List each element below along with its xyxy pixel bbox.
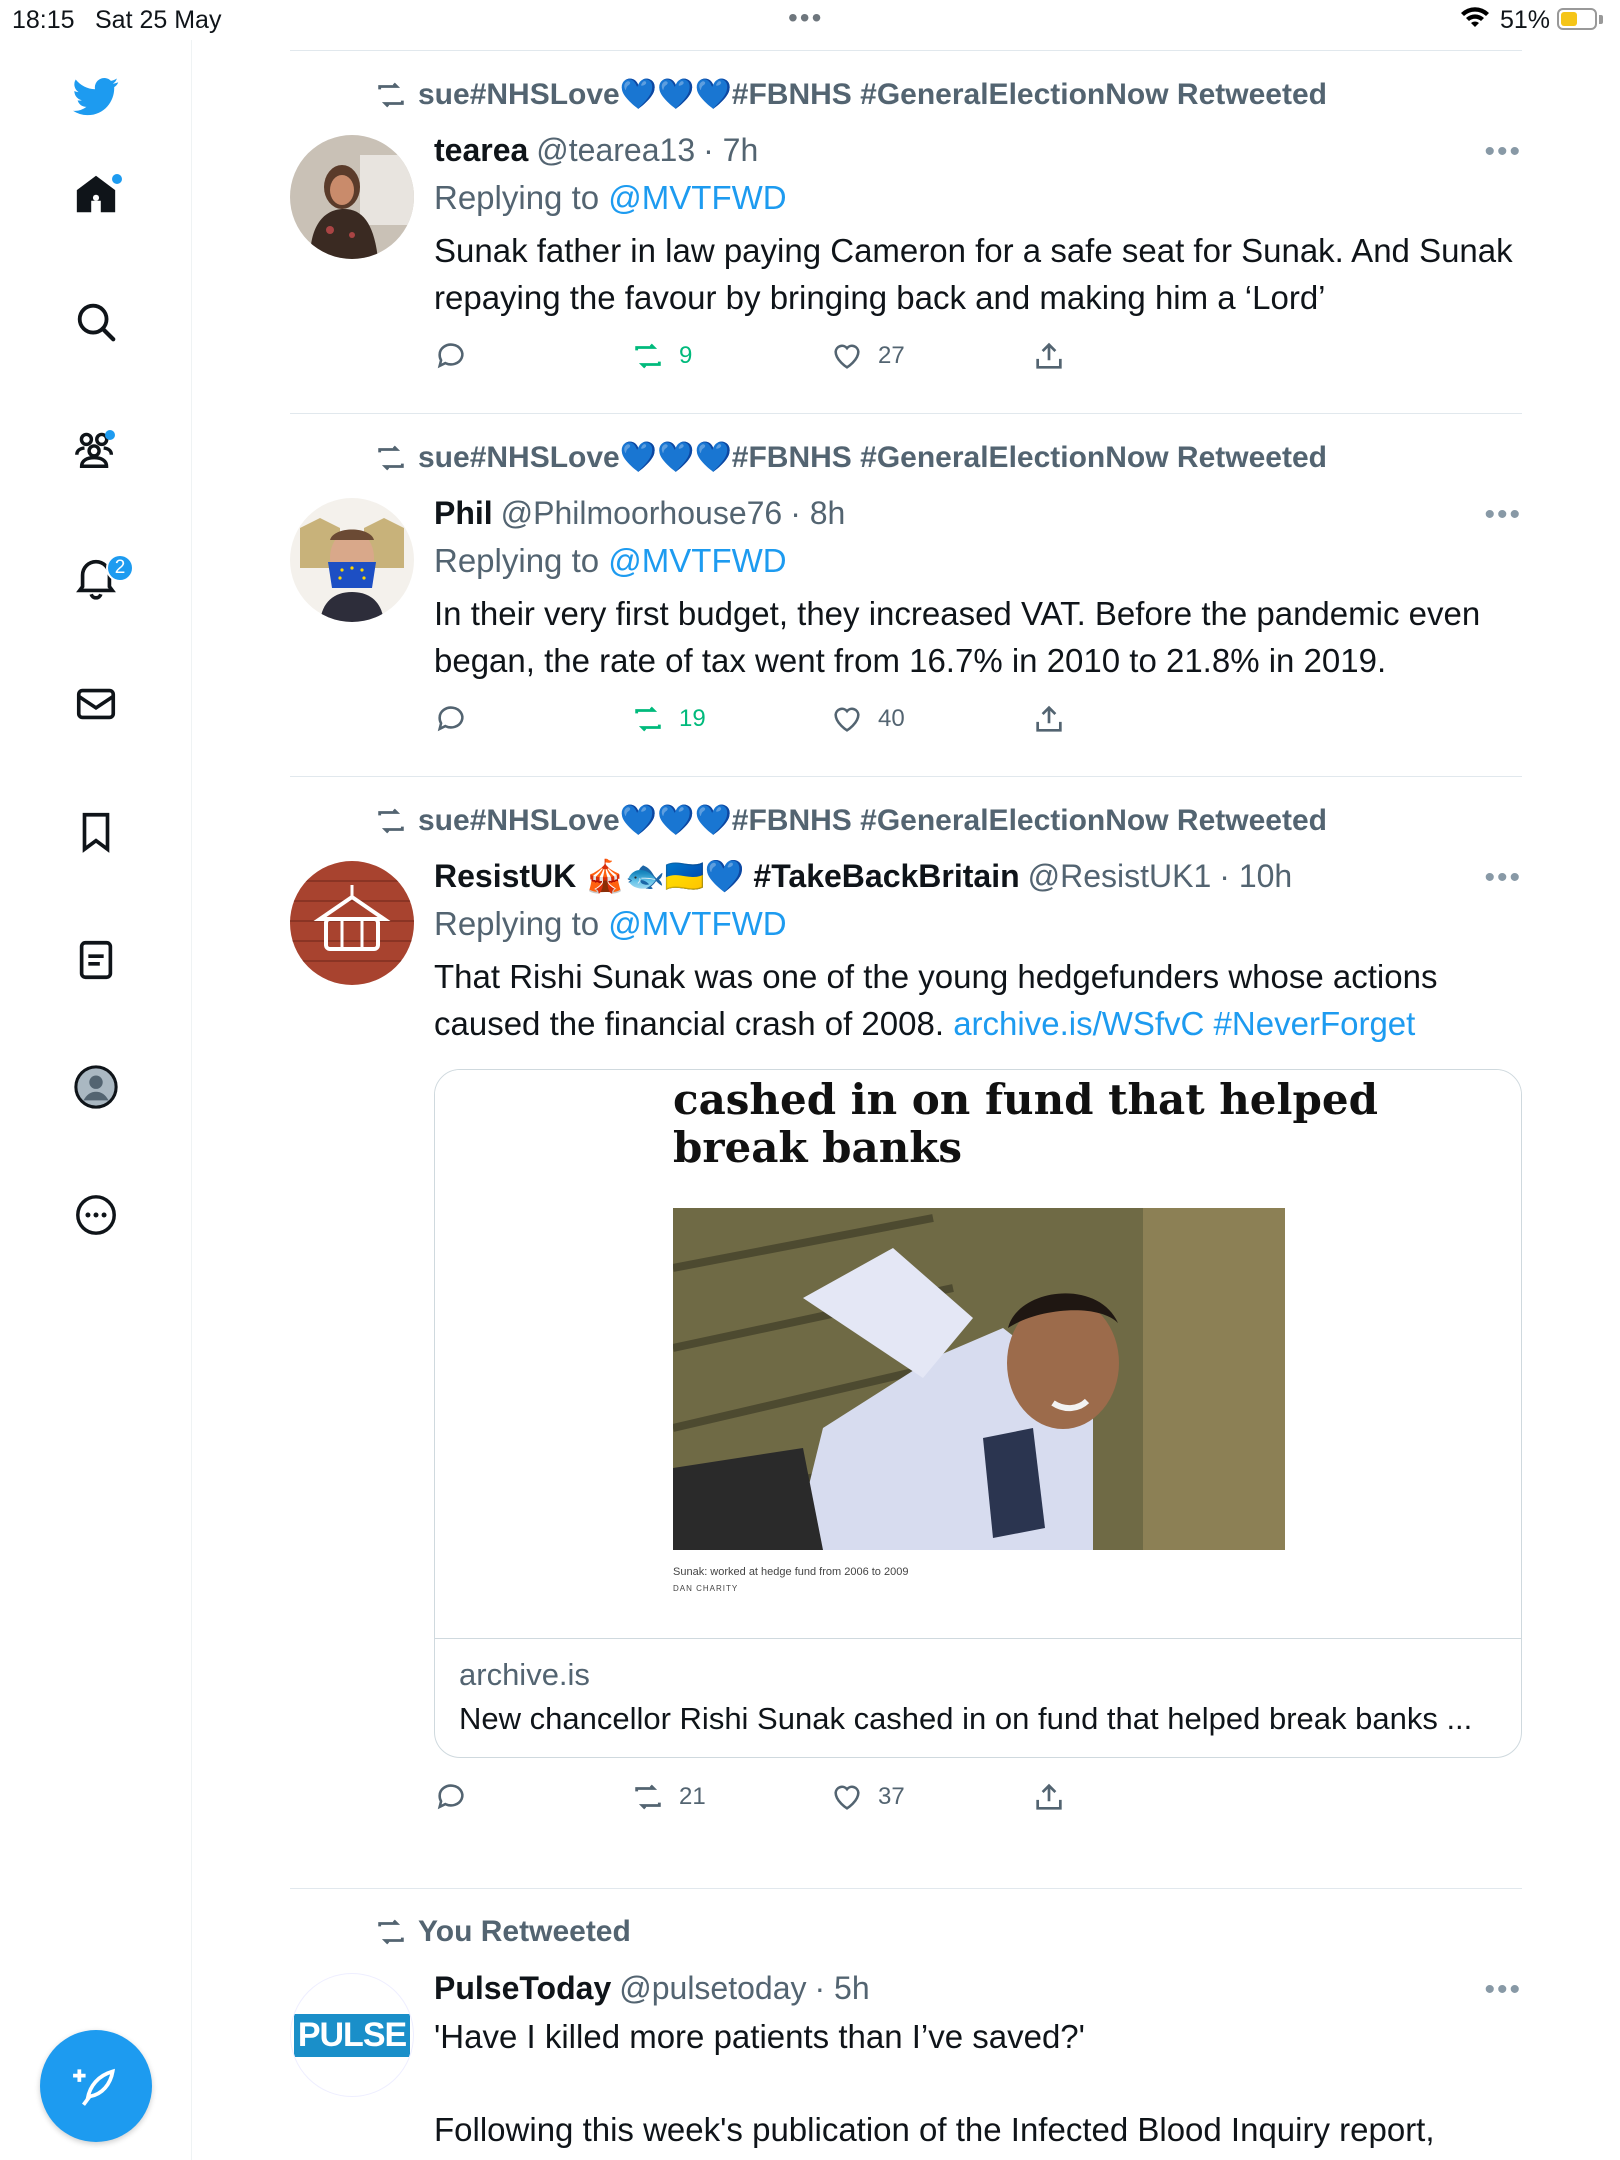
share-icon [1032, 702, 1066, 736]
retweet-context [374, 803, 1327, 838]
heart-icon [830, 339, 864, 373]
lists-icon[interactable] [70, 934, 122, 986]
card-domain: archive.is [459, 1657, 590, 1692]
battery-fill [1561, 12, 1577, 26]
tweet-more-icon[interactable]: ••• [1484, 498, 1522, 531]
tweet-actions [434, 339, 1522, 389]
tweet-more-icon[interactable]: ••• [1484, 861, 1522, 894]
retweet-count: 19 [679, 705, 706, 732]
heart-icon [830, 1780, 864, 1814]
reply-button[interactable] [434, 339, 468, 373]
tweet-text: Sunak father in law paying Cameron for a safe seat for Sunak. And Sunak repaying the favour by bringing back and making him a ‘Lord’ [434, 232, 1513, 316]
tweet-content [434, 492, 1522, 752]
heart-icon [830, 702, 864, 736]
communities-icon[interactable] [70, 423, 122, 475]
retweet-button[interactable] [631, 1780, 706, 1814]
like-count: 37 [878, 1783, 905, 1810]
tweet[interactable] [290, 50, 1522, 413]
user-handle[interactable]: @tearea13 [536, 131, 696, 168]
wifi-icon [1460, 6, 1490, 37]
retweet-icon [631, 339, 665, 373]
card-photo [673, 1208, 1285, 1550]
retweet-icon [631, 1780, 665, 1814]
status-date: Sat 25 May [95, 6, 222, 34]
retweet-icon [374, 78, 408, 112]
battery-percent: 51% [1500, 6, 1551, 34]
tweet-links[interactable]: archive.is/WSfvC #NeverForget [953, 1005, 1416, 1042]
retweet-button[interactable] [631, 339, 692, 373]
tweet-text-body: That Rishi Sunak was one of the young hedgefunders whose actions caused the financial crash of 2008. [434, 958, 1438, 1042]
avatar[interactable] [290, 498, 414, 622]
card-photo-credit: DAN CHARITY [673, 1584, 739, 1593]
search-icon[interactable] [70, 296, 122, 348]
profile-icon[interactable] [70, 1061, 122, 1113]
avatar[interactable] [290, 1973, 414, 2097]
sidebar [0, 40, 192, 2160]
retweet-context [374, 1915, 631, 1949]
status-bar [0, 0, 1620, 40]
retweet-count: 21 [679, 1783, 706, 1810]
tweet-time[interactable]: · 5h [814, 1969, 870, 2006]
tweet-content [434, 855, 1522, 1830]
display-name[interactable]: PulseToday [434, 1969, 612, 2006]
replying-label: Replying to [434, 179, 600, 216]
retweet-context [374, 440, 1327, 475]
tweet-more-icon[interactable]: ••• [1484, 1973, 1522, 2006]
tweet-text: In their very first budget, they increased VAT. Before the pandemic even began, the rate of tax went from 16.7% in 2010 to 21.8% in 2019. [434, 595, 1481, 679]
tweet-text [434, 953, 1522, 1047]
home-notification-dot [112, 174, 122, 184]
tweet-header [434, 129, 1522, 171]
battery-tip [1599, 15, 1603, 24]
retweeted-by[interactable]: You Retweeted [418, 1915, 631, 1948]
tweet-actions [434, 1780, 1522, 1830]
replying-to [434, 542, 1522, 580]
user-handle[interactable]: @pulsetoday [619, 1969, 807, 2006]
messages-icon[interactable] [70, 678, 122, 730]
card-media [435, 1070, 1521, 1638]
compose-tweet-icon [71, 2061, 121, 2111]
retweet-count: 9 [679, 342, 693, 369]
share-button[interactable] [1032, 1780, 1066, 1814]
link-card[interactable] [434, 1069, 1522, 1758]
tweet-actions [434, 702, 1522, 752]
share-button[interactable] [1032, 702, 1066, 736]
replying-to-handle[interactable]: @MVTFWD [608, 179, 787, 216]
replying-label: Replying to [434, 905, 600, 942]
notifications-badge: 2 [106, 554, 134, 582]
tweet-time[interactable]: · 8h [790, 494, 846, 531]
display-name[interactable]: ResistUK 🎪🐟🇺🇦💙 #TakeBackBritain [434, 858, 1020, 894]
tweet-more-icon[interactable]: ••• [1484, 135, 1522, 168]
tweet[interactable] [290, 776, 1522, 1888]
replying-to [434, 905, 1522, 943]
retweet-icon [374, 804, 408, 838]
user-handle[interactable]: @ResistUK1 [1027, 857, 1212, 894]
bookmarks-icon[interactable] [70, 806, 122, 858]
like-count: 27 [878, 342, 905, 369]
retweet-icon [374, 1915, 408, 1949]
card-photo-caption: Sunak: worked at hedge fund from 2006 to 2009 [673, 1566, 909, 1578]
card-headline [673, 1076, 1378, 1172]
card-footer [435, 1638, 1521, 1757]
reply-button[interactable] [434, 1780, 468, 1814]
more-options-icon[interactable] [70, 1189, 122, 1241]
retweet-context [374, 77, 1327, 112]
share-button[interactable] [1032, 339, 1066, 373]
tweet-header [434, 492, 1522, 534]
like-button[interactable] [830, 702, 905, 736]
reply-icon [434, 1780, 468, 1814]
share-icon [1032, 1780, 1066, 1814]
tweet-text: 'Have I killed more patients than I’ve saved?' [434, 2018, 1085, 2055]
compose-tweet-button[interactable] [40, 2030, 152, 2142]
avatar[interactable] [290, 135, 414, 259]
twitter-logo-icon[interactable] [70, 70, 122, 122]
retweeted-by[interactable]: sue#NHSLove💙💙💙#FBNHS #GeneralElectionNow Retweeted [418, 804, 1327, 837]
retweet-button[interactable] [631, 702, 706, 736]
tweet-header [434, 855, 1522, 897]
timeline-feed [290, 50, 1522, 2148]
retweet-icon [631, 702, 665, 736]
like-button[interactable] [830, 1780, 905, 1814]
reply-icon [434, 339, 468, 373]
multitasking-dots-icon[interactable]: ••• [788, 2, 824, 33]
tweet-content [434, 129, 1522, 389]
tweet-header [434, 1967, 1522, 2009]
replying-to-handle[interactable]: @MVTFWD [608, 905, 787, 942]
tweet-time[interactable]: · 10h [1219, 857, 1293, 894]
tweet[interactable] [290, 413, 1522, 776]
card-title: New chancellor Rishi Sunak cashed in on fund that helped break banks ... [459, 1701, 1473, 1736]
pulse-logo: PULSE [294, 2014, 410, 2057]
user-handle[interactable]: @Philmoorhouse76 [500, 494, 783, 531]
replying-to-handle[interactable]: @MVTFWD [608, 542, 787, 579]
status-time: 18:15 [12, 6, 75, 34]
communities-notification-dot [105, 430, 115, 440]
battery-icon [1557, 8, 1597, 30]
reply-icon [434, 702, 468, 736]
like-button[interactable] [830, 339, 905, 373]
share-icon [1032, 339, 1066, 373]
retweeted-by[interactable]: sue#NHSLove💙💙💙#FBNHS #GeneralElectionNow Retweeted [418, 441, 1327, 474]
avatar[interactable] [290, 861, 414, 985]
retweeted-by[interactable]: sue#NHSLove💙💙💙#FBNHS #GeneralElectionNow Retweeted [418, 78, 1327, 111]
card-headline-line-1: cashed in on fund that helped [673, 1075, 1378, 1124]
display-name[interactable]: tearea [434, 131, 529, 168]
display-name[interactable]: Phil [434, 494, 493, 531]
retweet-icon [374, 441, 408, 475]
replying-to [434, 179, 1522, 217]
card-headline-line-2: break banks [673, 1123, 963, 1172]
like-count: 40 [878, 705, 905, 732]
tweet-text-continued: Following this week's publication of the Infected Blood Inquiry report, [434, 2111, 1435, 2148]
replying-label: Replying to [434, 542, 600, 579]
tweet-content [434, 1967, 1522, 2153]
reply-button[interactable] [434, 702, 468, 736]
tweet-time[interactable]: · 7h [703, 131, 759, 168]
tweet[interactable] [290, 1888, 1522, 2148]
